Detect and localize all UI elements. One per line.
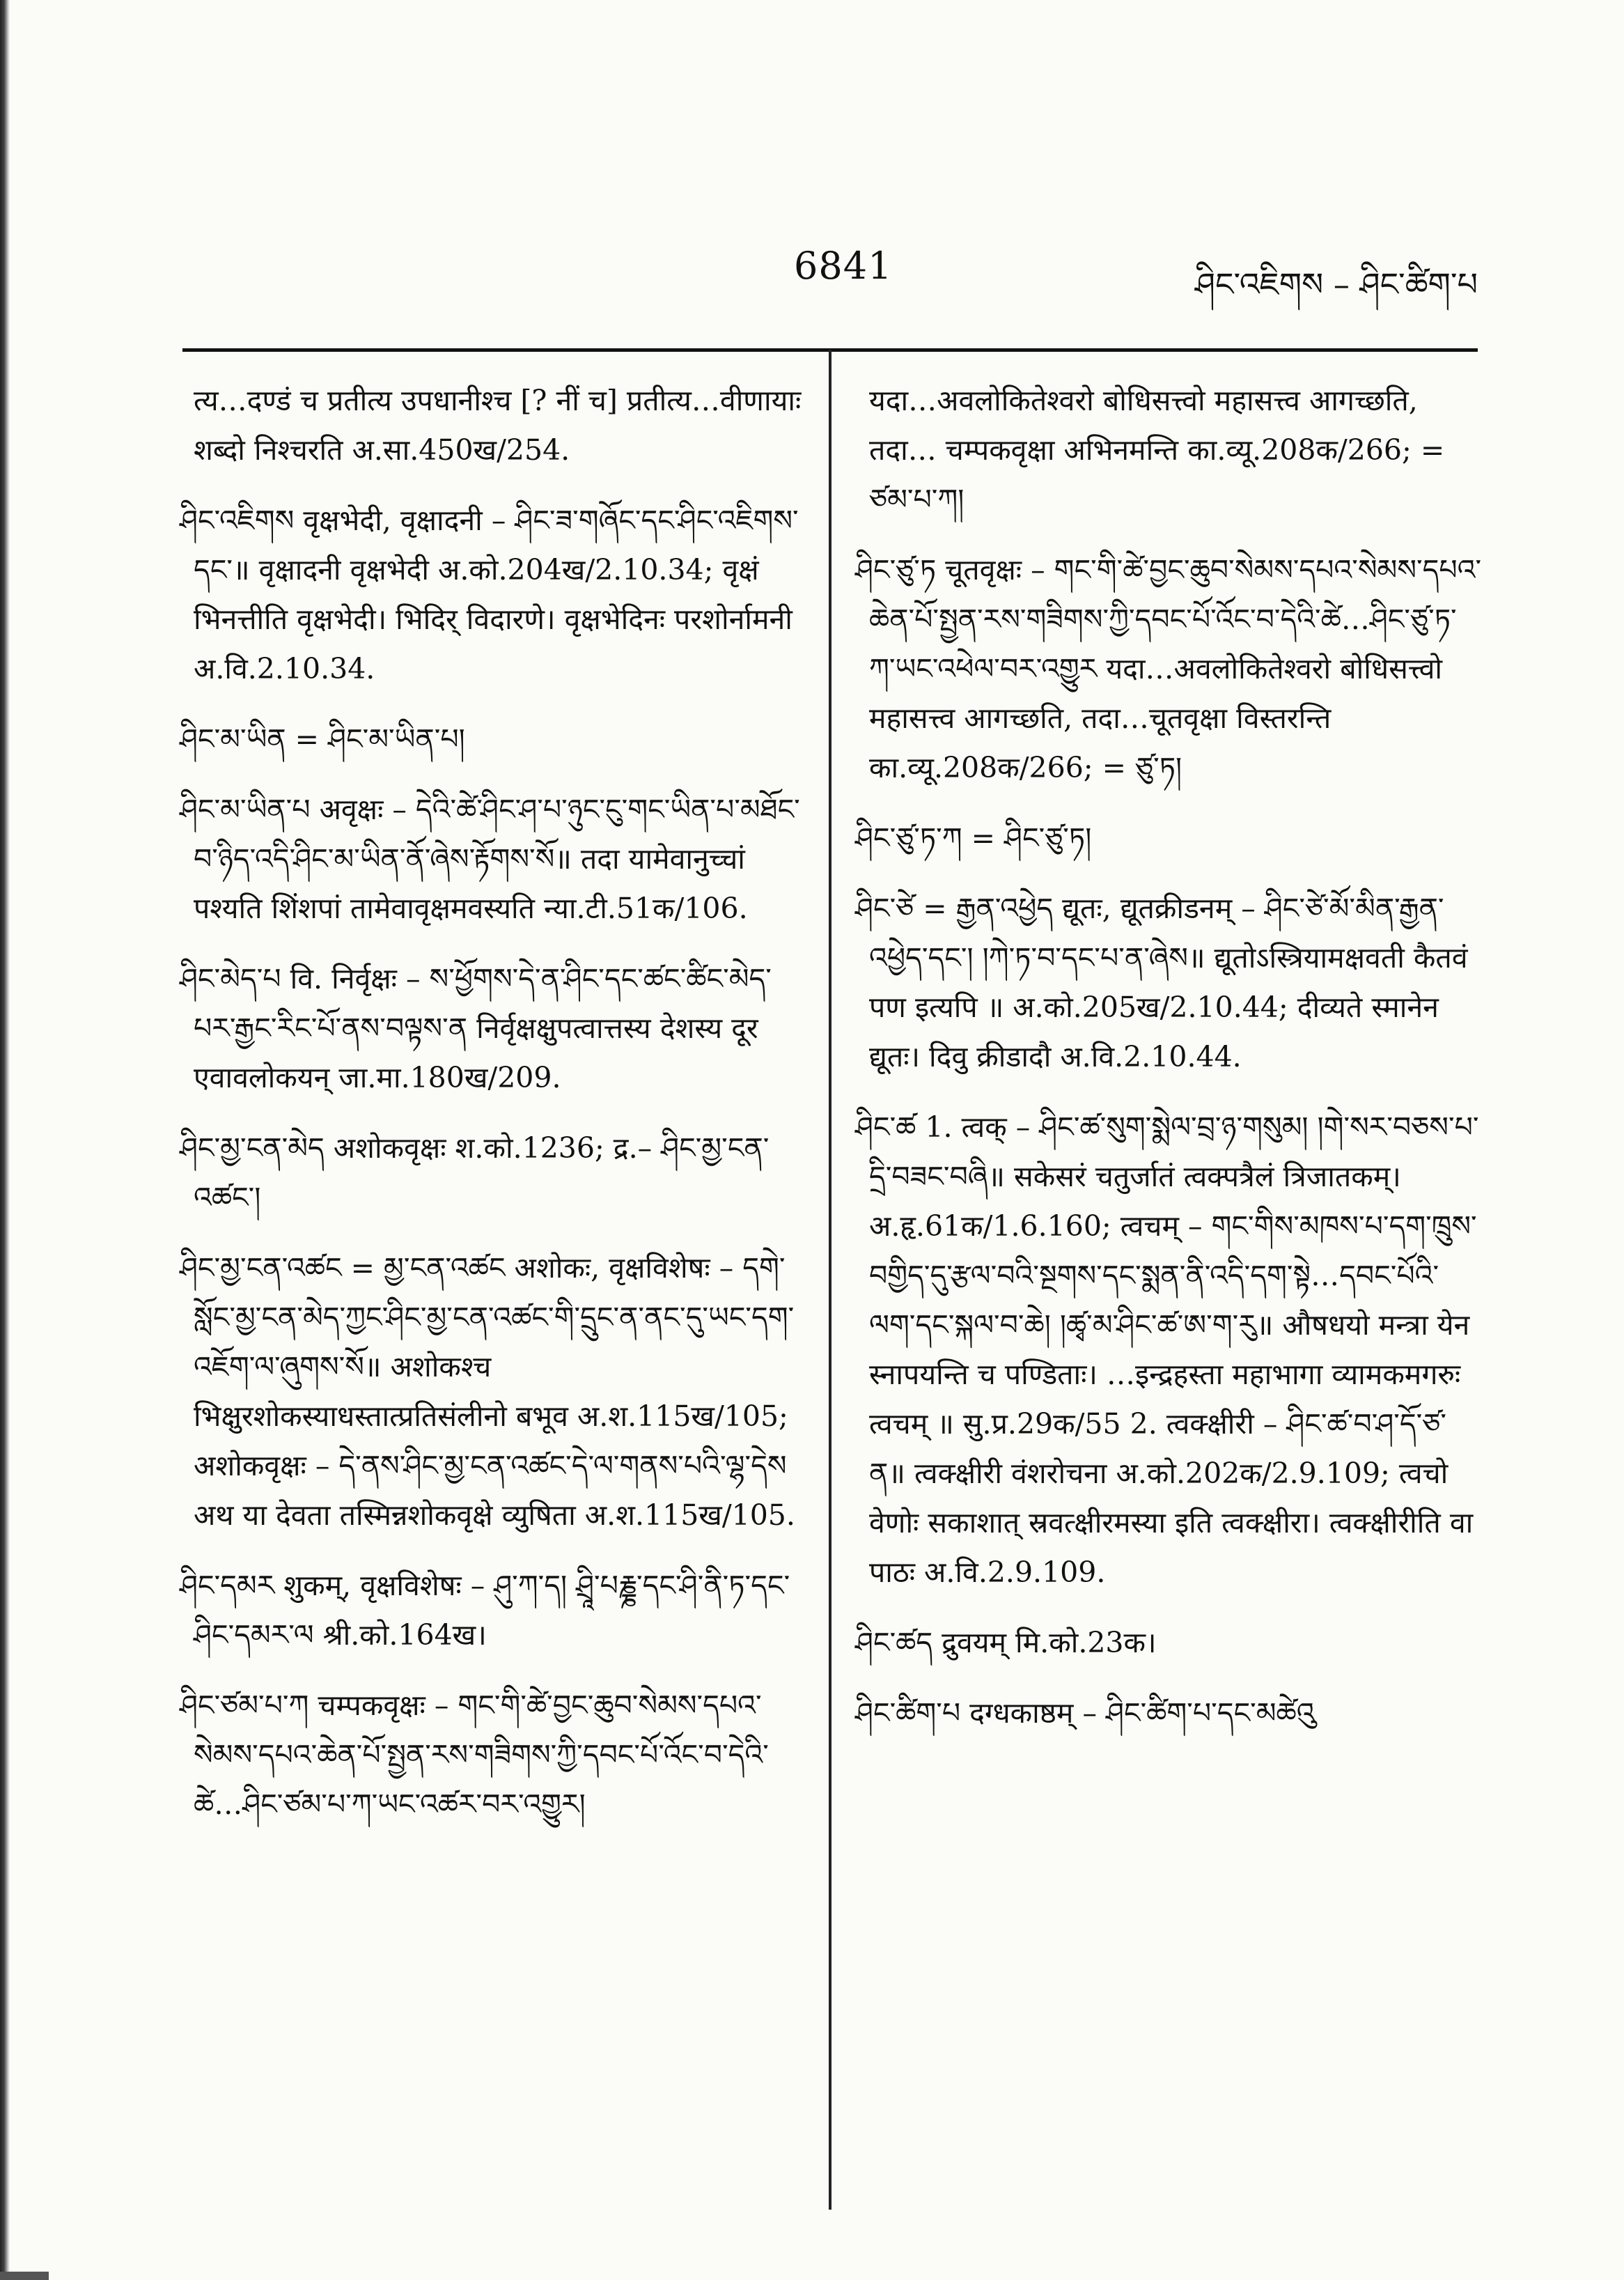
dictionary-entry: ཤིང་ཚིག་པ दग्धकाष्ठम् – ཤིང་ཚིག་པ་དང་མཚེའུ <box>855 1696 1315 1730</box>
dictionary-entry: ཤིང་ཙུ་ཏ་ཀ = ཤིང་ཙུ་ཏ། <box>855 821 1092 855</box>
dictionary-entry: यदा…अवलोकितेश्वरो बोधिसत्त्वो महासत्त्व आगच्छति, तदा… चम्पकवृक्षा अभिनमन्ति का.व्यू.208क/266; = ཙམ་པ་ཀ། <box>869 384 1445 516</box>
dictionary-entry: ཤིང་འཇིགས वृक्षभेदी, वृक्षादनी – ཤིང་ཟ་གཞོང་དང་ཤིང་འཇིགས་དང་॥ वृक्षादनी वृक्षभेदी अ.को.204ख/2.10.34; वृक्षं भिनत्तीति वृक्षभेदी। भिदिर् विदारणे। वृक्षभेदिनः परशोर्नामनी अ.वि.2.10.34. <box>180 504 799 685</box>
left-column <box>180 376 806 1850</box>
dictionary-entry: ཤིང་མྱ་ངན་འཚང = མྱ་ངན་འཚང अशोकः, वृक्षविशेषः – དགེ་སློང་མྱ་ངན་མེད་ཀྱང་ཤིང་མྱ་ངན་འཚང་གི་དྲུང་ན་ནང་དུ་ཡང་དག་འཇོག་ལ་ཞུགས་སོ॥ अशोकश्च भिक्षुरशोकस्याधस्तात्प्रतिसंलीनो बभूव अ.श.115ख/105; अशोकवृक्षः – དེ་ནས་ཤིང་མྱ་ངན་འཚང་དེ་ལ་གནས་པའི་ལྷ་དེས अथ या देवता तस्मिन्नशोकवृक्षे व्युषिता अ.श.115ख/105. <box>180 1251 795 1532</box>
running-head: ཤིང་འཇིགས – ཤིང་ཚིག་པ <box>1194 265 1478 303</box>
dictionary-entry: ཤིང་ཙུ་ཏ चूतवृक्षः – གང་གི་ཚེ་བྱང་ཆུབ་སེམས་དཔའ་སེམས་དཔའ་ཆེན་པོ་སྤྱན་རས་གཟིགས་ཀྱི་དབང་པོ་འོང་བ་དེའི་ཚེ…ཤིང་ཙུ་ཏ་ཀ་ཡང་འཕེལ་བར་འགྱུར यदा…अवलोकितेश्वरो बोधिसत्त्वो महासत्त्व आगच्छति, तदा…चूतवृक्षा विस्तरन्ति का.व्यू.208क/266; = ཙུ་ཏ། <box>855 553 1482 784</box>
dictionary-entry: त्य…दण्डं च प्रतीत्य उपधानीश्च [? नीं च] प्रतीत्य…वीणायाः शब्दो निश्चरति अ.सा.450ख/254. <box>194 384 802 467</box>
dictionary-entry: ཤིང་ཙེ = རྒྱན་འཕྱེད द्यूतः, द्यूतक्रीडनम् – ཤིང་ཙེ་མོ་མིན་རྒྱན་འཕྱེད་དང་། །ཀེ་ཏ་བ་དང་པ་ན་ཞེས॥ द्यूतोऽस्त्रियामक्षवती कैतवं पण इत्यपि ॥ अ.को.205ख/2.10.44; दीव्यते स्मानेन द्यूतः। दिवु क्रीडादौ अ.वि.2.10.44. <box>855 892 1468 1073</box>
dictionary-entry: ཤིང་མ་ཡིན = ཤིང་མ་ཡིན་པ། <box>180 722 465 756</box>
column-divider <box>829 350 831 2210</box>
page-number: 6841 <box>794 244 893 288</box>
dictionary-entry: ཤིང་མེད་པ वि. निर्वृक्षः – ས་ཕྱོགས་དེ་ན་ཤིང་དང་ཚང་ཚིང་མེད་པར་རྒྱང་རིང་པོ་ནས་བལྟས་ན निर्वृक्षक्षुपत्वात्तस्य देशस्य दूर एवावलोकयन् जा.मा.180ख/209. <box>180 962 772 1094</box>
scan-mark <box>0 2272 49 2280</box>
binding-edge <box>0 0 10 2280</box>
dictionary-entry: ཤིང་དམར शुकम्, वृक्षविशेषः – ཤུ་ཀ་ད། ཤྲཱི་པརྞྞ་དང་ཤི་ནི་ཏ་དང་ཤིང་དམར་ལ श्री.को.164ख। <box>180 1569 790 1652</box>
dictionary-entry: ཤིང་ཚ 1. त्वक् – ཤིང་ཚ་སུག་སྨེལ་བྲ་ཉ་གསུམ། །གེ་སར་བཅས་པ་དྲི་བཟང་བཞི॥ सकेसरं चतुर्जातं त्वक्पत्रैलं त्रिजातकम्। अ.हृ.61क/1.6.160; त्वचम् – གང་གིས་མཁས་པ་དག་ཁྲུས་བགྱིད་དུ་རྩལ་བའི་སྔགས་དང་སྨན་ནི་འདི་དག་སྟེ…དབང་པོའི་ལག་དང་སྐལ་བ་ཆེ། །ཚྭ་མ་ཤིང་ཚ་ཨ་ག་རུ॥ औषधयो मन्त्रा येन स्नापयन्ति च पण्डिताः। …इन्द्रहस्ता महाभागा व्यामकमगरुः त्वचम् ॥ सु.प्र.29क/55 2. त्वक्क्षीरी – ཤིང་ཚ་བ་ཤ་དོ་ཙ་ན॥ त्वक्क्षीरी वंशरोचना अ.को.202क/2.9.109; त्वचो वेणोः सकाशात् स्रवत्क्षीरमस्या इति त्वक्क्षीरा। त्वक्क्षीरीति वा पाठः अ.वि.2.9.109. <box>855 1110 1479 1589</box>
dictionary-entry: ཤིང་ཙམ་པ་ཀ चम्पकवृक्षः – གང་གི་ཚེ་བྱང་ཆུབ་སེམས་དཔའ་སེམས་དཔའ་ཆེན་པོ་སྤྱན་རས་གཟིགས་ཀྱི་དབང་པོ་འོང་བ་དེའི་ཚེ…ཤིང་ཙམ་པ་ཀ་ཡང་འཚར་བར་འགྱུར། <box>180 1689 769 1821</box>
dictionary-entry: ཤིང་མྱ་ངན་མེད अशोकवृक्षः श.को.1236; द्र.– ཤིང་མྱ་ངན་འཚང་། <box>180 1131 770 1214</box>
dictionary-entry: ཤིང་མ་ཡིན་པ अवृक्षः – དེའི་ཚེ་ཤིང་ཤ་པ་ཉུང་ངུ་གང་ཡིན་པ་མཐོང་བ་ཉིད་འདི་ཤིང་མ་ཡིན་ནོ་ཞེས་རྟོགས་སོ॥ तदा यामेवानुच्चां पश्यति शिंशपां तामेवावृक्षमवस्यति न्या.टी.51क/106. <box>180 793 800 925</box>
right-column <box>855 376 1482 1759</box>
dictionary-entry: ཤིང་ཚད द्रुवयम् मि.को.23क। <box>855 1626 1157 1659</box>
